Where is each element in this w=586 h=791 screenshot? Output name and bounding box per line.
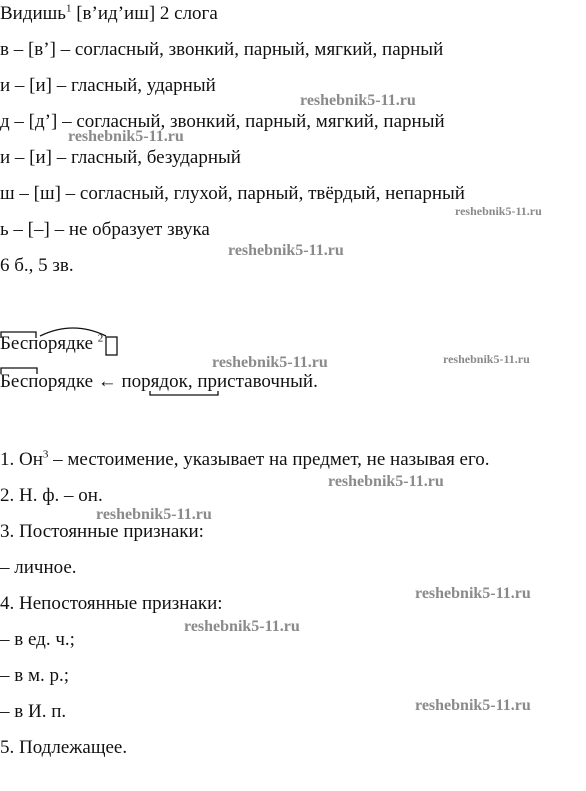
analysis-line xyxy=(0,449,490,471)
phonetic-line: д – [д’] – согласный, звонкий, парный, мягкий, парный xyxy=(0,111,445,132)
derivation-line xyxy=(0,371,318,393)
phonetic-line: ь – [–] – не образует звука xyxy=(0,219,210,240)
footnote-marker: 2 xyxy=(97,332,104,345)
analysis-line: – в ед. ч.; xyxy=(0,629,75,650)
morpheme-word: Беспорядке xyxy=(0,333,94,354)
watermark: reshebnik5-11.ru xyxy=(68,128,184,145)
phonetic-line: в – [в’] – согласный, звонкий, парный, мягкий, парный xyxy=(0,39,444,60)
analysis-line: 5. Подлежащее. xyxy=(0,737,128,758)
watermark: reshebnik5-11.ru xyxy=(415,585,531,602)
heading-word: Видишь xyxy=(0,3,66,24)
derivation-type: , приставочный. xyxy=(187,371,318,392)
phonetic-line: и – [и] – гласный, ударный xyxy=(0,75,216,96)
watermark: reshebnik5-11.ru xyxy=(96,506,212,523)
analysis-line: 3. Постоянные признаки: xyxy=(0,521,204,542)
footnote-marker: 1 xyxy=(65,2,72,15)
watermark: reshebnik5-11.ru xyxy=(443,352,530,366)
phonetic-summary: 6 б., 5 зв. xyxy=(0,255,74,276)
analysis-rest: – местоимение, указывает на предмет, не называя его. xyxy=(48,449,490,470)
footnote-marker: 3 xyxy=(42,448,49,461)
derived-word: Беспорядке xyxy=(0,371,94,392)
analysis-line: – в м. р.; xyxy=(0,665,70,686)
phonetic-line: и – [и] – гласный, безударный xyxy=(0,147,241,168)
watermark: reshebnik5-11.ru xyxy=(212,354,328,371)
analysis-line: 4. Непостоянные признаки: xyxy=(0,593,223,614)
analysis-line: – личное. xyxy=(0,557,77,578)
phonetic-heading xyxy=(0,3,218,25)
watermark: reshebnik5-11.ru xyxy=(184,618,300,635)
watermark: reshebnik5-11.ru xyxy=(228,242,344,259)
watermark: reshebnik5-11.ru xyxy=(455,204,542,218)
morpheme-word-line xyxy=(0,333,103,355)
analysis-pre: 1. Он xyxy=(0,449,43,470)
watermark: reshebnik5-11.ru xyxy=(300,92,416,109)
heading-transcription: [в’ид’иш] 2 слога xyxy=(71,3,218,24)
base-word: порядок xyxy=(121,371,188,392)
watermark: reshebnik5-11.ru xyxy=(415,697,531,714)
derivation-arrow: ← xyxy=(93,371,122,392)
watermark: reshebnik5-11.ru xyxy=(328,473,444,490)
analysis-line: – в И. п. xyxy=(0,701,67,722)
phonetic-line: ш – [ш] – согласный, глухой, парный, твёрдый, непарный xyxy=(0,183,465,204)
analysis-line: 2. Н. ф. – он. xyxy=(0,485,103,506)
